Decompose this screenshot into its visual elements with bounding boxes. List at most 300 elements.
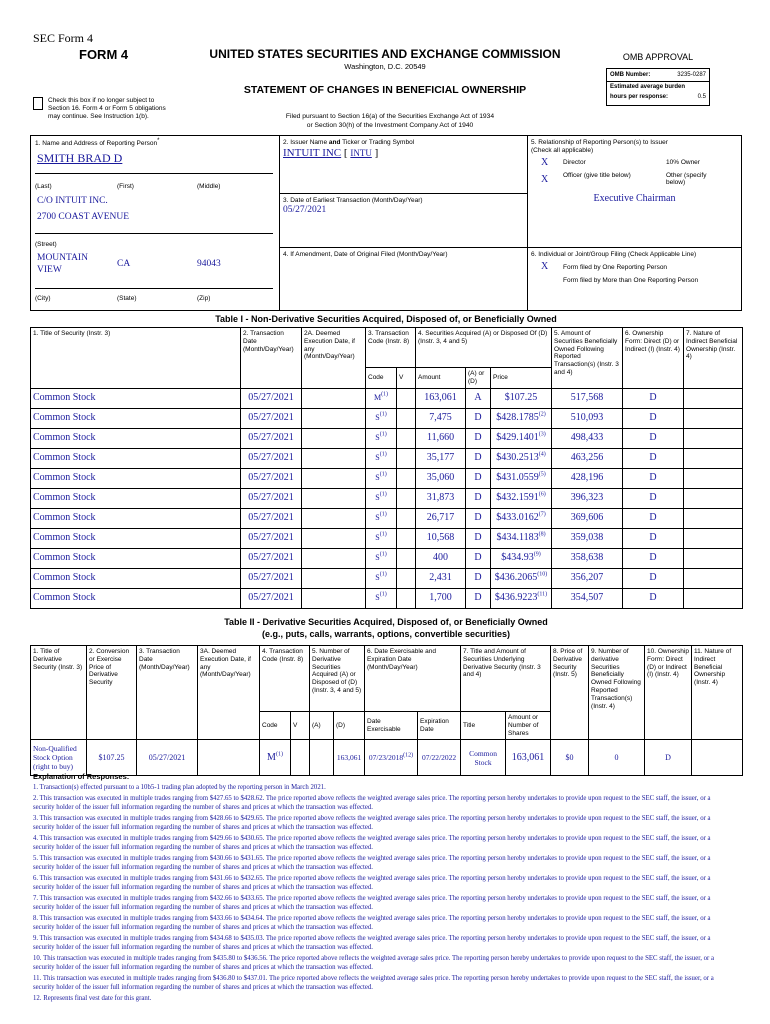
cell-nature <box>684 508 743 528</box>
state-label: (State) <box>117 295 137 302</box>
price-footnote[interactable]: (7) <box>538 511 546 518</box>
cell-amount: 10,568 <box>416 528 466 548</box>
price-footnote[interactable]: (6) <box>538 491 546 498</box>
omb-hours-label: hours per response: <box>610 94 669 100</box>
cell-owned: 517,568 <box>552 388 623 408</box>
code-value: S <box>375 453 380 463</box>
box1-label-text: 1. Name and Address of Reporting Person <box>35 140 158 147</box>
code-footnote[interactable]: (1) <box>379 531 387 538</box>
price-footnote[interactable]: (4) <box>538 451 546 458</box>
cell-date: 05/27/2021 <box>241 588 302 608</box>
cell-v <box>397 508 416 528</box>
t2-data-row <box>31 740 743 776</box>
city-label: (City) <box>35 295 51 302</box>
issuer-name[interactable]: INTUIT INC <box>283 147 342 159</box>
last-label: (Last) <box>35 183 52 190</box>
table-row <box>31 428 743 448</box>
officer-title: Executive Chairman <box>593 193 676 204</box>
cell-form: D <box>623 508 684 528</box>
cell-amount: 400 <box>416 548 466 568</box>
cell-nature <box>684 388 743 408</box>
address-line2: 2700 COAST AVENUE <box>37 212 130 222</box>
cell-v <box>397 548 416 568</box>
table1 <box>30 327 743 609</box>
t2-exercisable-header: Date Exercisable <box>365 712 418 740</box>
cell-deemed <box>302 408 366 428</box>
t2-deemed-date <box>198 740 260 776</box>
cell-code <box>366 508 397 528</box>
t2-code <box>260 740 291 776</box>
sec-form-label: SEC Form 4 <box>33 31 94 45</box>
cell-form: D <box>623 528 684 548</box>
t2-code-header: Code <box>260 712 291 740</box>
cell-date: 05/27/2021 <box>241 388 302 408</box>
cell-form: D <box>623 488 684 508</box>
price-footnote[interactable]: (5) <box>538 471 546 478</box>
cell-date: 05/27/2021 <box>241 468 302 488</box>
code-footnote[interactable]: (1) <box>379 591 387 598</box>
code-footnote[interactable]: (1) <box>381 391 389 398</box>
omb-number-label: OMB Number: <box>610 72 651 78</box>
cell-date: 05/27/2021 <box>241 448 302 468</box>
cell-title: Common Stock <box>31 528 241 548</box>
footnote-item: 1. Transaction(s) effected pursuant to a 10b5-1 trading plan adopted by the reporting person in March 2021. <box>33 784 326 791</box>
table-row <box>31 468 743 488</box>
cell-owned: 463,256 <box>552 448 623 468</box>
cell-amount: 7,475 <box>416 408 466 428</box>
t1-ad-header: (A) or (D) <box>466 368 491 389</box>
director-check[interactable]: X <box>541 157 549 168</box>
box2-label-and: and <box>328 139 341 146</box>
cell-price <box>491 428 552 448</box>
cell-ad: D <box>466 568 491 588</box>
t2-d: 163,061 <box>334 740 365 776</box>
t2-h4: 4. Transaction Code (Instr. 8) <box>260 646 310 712</box>
cell-title: Common Stock <box>31 588 241 608</box>
agency-location: Washington, D.C. 20549 <box>344 62 426 71</box>
officer-label: Officer (give title below) <box>563 172 631 179</box>
cell-v <box>397 568 416 588</box>
cell-owned: 510,093 <box>552 408 623 428</box>
cell-form: D <box>623 408 684 428</box>
cell-price <box>491 468 552 488</box>
footnote-item: 6. This transaction was executed in multiple trades ranging from $431.66 to $432.65. The price reported above reflects the weighted average sales price. The reporting person hereby undertakes to provide upon request to the SEC staff, the issuer, or a security holder of the issuer full information regarding the number of shares and prices at which the transaction was effected. <box>33 875 711 891</box>
street-label: (Street) <box>35 241 57 248</box>
omb-box <box>606 68 710 106</box>
t2-title: Non-Qualified Stock Option (right to buy) <box>31 740 87 776</box>
cell-date: 05/27/2021 <box>241 548 302 568</box>
cell-amount: 31,873 <box>416 488 466 508</box>
t2-owned: 0 <box>589 740 645 776</box>
t2-h1: 1. Title of Derivative Security (Instr. 3) <box>31 646 87 740</box>
t2-expiration-header: Expiration Date <box>418 712 461 740</box>
omb-approval-title: OMB APPROVAL <box>622 52 694 62</box>
table2-subtitle: (e.g., puts, calls, warrants, options, convertible securities) <box>261 628 511 639</box>
cell-date: 05/27/2021 <box>241 408 302 428</box>
box1-label <box>35 137 160 147</box>
cell-v <box>397 428 416 448</box>
cell-nature <box>684 408 743 428</box>
code-footnote[interactable]: (1) <box>379 511 387 518</box>
footnote-item: 11. This transaction was executed in multiple trades ranging from $436.80 to $437.01. The price reported above reflects the weighted average sales price. The reporting person hereby undertakes to provide upon request to the SEC staff, the issuer, or a security holder of the issuer full information regarding the number of shares and prices at which the transaction was effected. <box>33 975 714 991</box>
cell-v <box>397 528 416 548</box>
box3-label: 3. Date of Earliest Transaction (Month/Day/Year) <box>283 197 423 204</box>
cell-title: Common Stock <box>31 408 241 428</box>
code-value: S <box>375 433 380 443</box>
code-footnote[interactable]: (1) <box>379 551 387 558</box>
table-row <box>31 408 743 428</box>
issuer-name-line <box>283 147 378 159</box>
price-value: $431.0559 <box>496 472 539 484</box>
t2-exercisable-footnote[interactable]: (12) <box>403 752 414 759</box>
cell-owned: 354,507 <box>552 588 623 608</box>
box2-label-post: Ticker or Trading Symbol <box>340 139 415 146</box>
cell-date: 05/27/2021 <box>241 428 302 448</box>
agency-title: UNITED STATES SECURITIES AND EXCHANGE COMMISSION <box>209 47 561 61</box>
reporting-info-frame <box>30 135 742 311</box>
cell-nature <box>684 468 743 488</box>
cell-amount: 35,177 <box>416 448 466 468</box>
t2-v-header: V <box>291 712 310 740</box>
cell-owned: 498,433 <box>552 428 623 448</box>
t1-h2a: 2A. Deemed Execution Date, if any (Month/Day/Year) <box>302 328 366 389</box>
cell-price <box>491 388 552 408</box>
table2-title-block <box>30 617 742 640</box>
cell-v <box>397 388 416 408</box>
cell-v <box>397 488 416 508</box>
t1-v-header: V <box>397 368 416 389</box>
t1-h7: 7. Nature of Indirect Beneficial Ownership (Instr. 4) <box>684 328 743 389</box>
code-value: S <box>375 553 380 563</box>
code-value: S <box>375 513 380 523</box>
t2-h7: 7. Title and Amount of Securities Underlying Derivative Security (Instr. 3 and 4) <box>461 646 551 712</box>
cell-code <box>366 408 397 428</box>
cell-code <box>366 448 397 468</box>
footnote-item: 9. This transaction was executed in multiple trades ranging from $434.68 to $435.03. The price reported above reflects the weighted average sales price. The reporting person hereby undertakes to provide upon request to the SEC staff, the issuer, or a security holder of the issuer full information regarding the number of shares and prices at which the transaction was effected. <box>33 935 711 951</box>
t1-code-header: Code <box>366 368 397 389</box>
cell-form: D <box>623 448 684 468</box>
omb-number-value: 3235-0287 <box>677 72 706 78</box>
cell-price <box>491 568 552 588</box>
code-value: M <box>373 393 382 403</box>
cell-deemed <box>302 428 366 448</box>
code-value: S <box>375 593 380 603</box>
price-value: $434.93 <box>501 552 534 564</box>
cell-ad: D <box>466 508 491 528</box>
t2-underlying-amount: 163,061 <box>506 740 551 776</box>
price-value: $430.2513 <box>496 452 539 464</box>
t1-price-header: Price <box>491 368 552 389</box>
cell-v <box>397 588 416 608</box>
cell-amount: 11,660 <box>416 428 466 448</box>
box2-label <box>283 139 414 146</box>
cell-price <box>491 588 552 608</box>
cell-code <box>366 468 397 488</box>
code-footnote[interactable]: (1) <box>379 491 387 498</box>
cell-deemed <box>302 508 366 528</box>
cell-deemed <box>302 468 366 488</box>
first-label: (First) <box>117 183 134 190</box>
issuer-bracket-open: [ <box>343 147 348 159</box>
code-footnote[interactable]: (1) <box>379 451 387 458</box>
code-footnote[interactable]: (1) <box>379 471 387 478</box>
cell-amount: 1,700 <box>416 588 466 608</box>
cell-form: D <box>623 548 684 568</box>
cell-nature <box>684 548 743 568</box>
box5-label-line1: 5. Relationship of Reporting Person(s) to Issuer <box>531 139 668 146</box>
cell-code <box>366 588 397 608</box>
cell-form: D <box>623 468 684 488</box>
cell-title: Common Stock <box>31 428 241 448</box>
t1-h4: 4. Securities Acquired (A) or Disposed Of (D) (Instr. 3, 4 and 5) <box>416 328 552 368</box>
cell-nature <box>684 568 743 588</box>
table-row <box>31 588 743 608</box>
other-label: Other (specify below) <box>666 172 707 187</box>
cell-title: Common Stock <box>31 568 241 588</box>
cell-owned: 358,638 <box>552 548 623 568</box>
cell-deemed <box>302 588 366 608</box>
filed-pursuant <box>255 113 525 130</box>
price-footnote[interactable]: (3) <box>538 431 546 438</box>
cell-deemed <box>302 528 366 548</box>
price-value: $428.1785 <box>496 412 539 424</box>
t2-a-header: (A) <box>310 712 334 740</box>
cell-nature <box>684 428 743 448</box>
one-person-check[interactable]: X <box>541 261 549 272</box>
one-person-label: Form filed by One Reporting Person <box>563 264 668 271</box>
t2-a <box>310 740 334 776</box>
code-footnote[interactable]: (1) <box>379 411 387 418</box>
t2-h3: 3. Transaction Date (Month/Day/Year) <box>137 646 198 740</box>
t2-transaction-date: 05/27/2021 <box>137 740 198 776</box>
t1-h1: 1. Title of Security (Instr. 3) <box>31 328 241 389</box>
cell-owned: 359,038 <box>552 528 623 548</box>
price-footnote[interactable]: (8) <box>538 531 546 538</box>
more-person-label: Form filed by More than One Reporting Person <box>563 277 699 284</box>
price-footnote[interactable]: (11) <box>537 591 548 598</box>
t1-h2: 2. Transaction Date (Month/Day/Year) <box>241 328 302 389</box>
t2-price: $0 <box>551 740 589 776</box>
cell-price <box>491 408 552 428</box>
omb-hours-value: 0.5 <box>697 94 706 100</box>
table-row <box>31 548 743 568</box>
cell-v <box>397 468 416 488</box>
t2-nature <box>692 740 743 776</box>
cell-nature <box>684 488 743 508</box>
table-row <box>31 388 743 408</box>
price-value: $433.0162 <box>496 512 539 524</box>
cell-owned: 396,323 <box>552 488 623 508</box>
issuer-ticker[interactable]: INTU <box>350 148 372 158</box>
cell-ad: A <box>466 388 491 408</box>
cell-code <box>366 568 397 588</box>
table-row <box>31 448 743 468</box>
box1-label-sup: * <box>157 137 160 144</box>
explanation-title: Explanation of Responses: <box>33 772 130 781</box>
t2-amount-header: Amount or Number of Shares <box>506 712 551 740</box>
cell-title: Common Stock <box>31 548 241 568</box>
footnote-item: 4. This transaction was executed in multiple trades ranging from $429.66 to $430.65. The price reported above reflects the weighted average sales price. The reporting person hereby undertakes to provide upon request to the SEC staff, the issuer, or a security holder of the issuer full information regarding the number of shares and prices at which the transaction was effected. <box>33 835 711 851</box>
price-value: $436.9223 <box>494 592 538 604</box>
t2-h3a: 3A. Deemed Execution Date, if any (Month/Day/Year) <box>198 646 260 740</box>
footnote-item: 3. This transaction was executed in multiple trades ranging from $428.66 to $429.65. The price reported above reflects the weighted average sales price. The reporting person hereby undertakes to provide upon request to the SEC staff, the issuer, or a security holder of the issuer full information regarding the number of shares and prices at which the transaction was effected. <box>33 815 711 831</box>
cell-ad: D <box>466 408 491 428</box>
middle-label: (Middle) <box>197 183 221 190</box>
footnote-item: 5. This transaction was executed in multiple trades ranging from $430.66 to $431.65. The price reported above reflects the weighted average sales price. The reporting person hereby undertakes to provide upon request to the SEC staff, the issuer, or a security holder of the issuer full information regarding the number of shares and prices at which the transaction was effected. <box>33 855 711 871</box>
t2-h5: 5. Number of Derivative Securities Acquired (A) or Disposed of (D) (Instr. 3, 4 and 5) <box>310 646 365 712</box>
t2-title-header: Title <box>461 712 506 740</box>
cell-title: Common Stock <box>31 508 241 528</box>
cell-code <box>366 388 397 408</box>
checkbox-label: Check this box if no longer subject to Section 16. Form 4 or Form 5 obligations may continue. See Instruction 1(b). <box>48 97 166 120</box>
cell-date: 05/27/2021 <box>241 528 302 548</box>
form-title: FORM 4 <box>79 47 129 62</box>
table2-title: Table II - Derivative Securities Acquired, Disposed of, or Beneficially Owned <box>224 617 548 627</box>
cell-amount: 35,060 <box>416 468 466 488</box>
t2-h11: 11. Nature of Indirect Beneficial Ownership (Instr. 4) <box>692 646 743 740</box>
cell-title: Common Stock <box>31 488 241 508</box>
state-value: CA <box>117 259 131 269</box>
cell-price <box>491 548 552 568</box>
t2-exercisable-value: 07/23/2018 <box>368 753 404 763</box>
cell-owned: 428,196 <box>552 468 623 488</box>
cell-amount: 26,717 <box>416 508 466 528</box>
t2-d-header: (D) <box>334 712 365 740</box>
price-footnote[interactable]: (9) <box>533 551 541 558</box>
code-value: S <box>375 533 380 543</box>
cell-ad: D <box>466 468 491 488</box>
issuer-bracket-close: ] <box>374 147 379 159</box>
cell-ad: D <box>466 428 491 448</box>
cell-amount: 163,061 <box>416 388 466 408</box>
footnote-item: 12. Represents final vest date for this grant. <box>33 995 152 1003</box>
price-value: $432.1591 <box>496 492 539 504</box>
code-footnote[interactable]: (1) <box>379 431 387 438</box>
t2-underlying-title: Common Stock <box>461 740 506 776</box>
price-value: $429.1401 <box>496 432 539 444</box>
cell-amount: 2,431 <box>416 568 466 588</box>
table-row <box>31 568 743 588</box>
zip-label: (Zip) <box>197 295 211 302</box>
code-footnote[interactable]: (1) <box>379 571 387 578</box>
omb-burden-label: Estimated average burden <box>610 84 686 90</box>
zip-value: 94043 <box>197 259 221 269</box>
cell-price <box>491 508 552 528</box>
t2-code-footnote[interactable]: (1) <box>275 751 283 758</box>
cell-ad: D <box>466 548 491 568</box>
officer-check[interactable]: X <box>541 174 549 185</box>
cell-title: Common Stock <box>31 448 241 468</box>
no-longer-subject-checkbox[interactable] <box>33 97 43 110</box>
t2-code-value: M <box>267 751 276 763</box>
cell-deemed <box>302 548 366 568</box>
cell-deemed <box>302 388 366 408</box>
t2-exercisable <box>365 740 418 776</box>
t2-conversion-price: $107.25 <box>87 740 137 776</box>
cell-deemed <box>302 488 366 508</box>
reporting-person-name[interactable]: SMITH BRAD D <box>37 151 123 165</box>
cell-ad: D <box>466 528 491 548</box>
cell-v <box>397 448 416 468</box>
cell-nature <box>684 588 743 608</box>
t2-expiration: 07/22/2022 <box>418 740 461 776</box>
price-footnote[interactable]: (2) <box>538 411 546 418</box>
cell-owned: 356,207 <box>552 568 623 588</box>
cell-deemed <box>302 448 366 468</box>
cell-code <box>366 528 397 548</box>
footnotes-list <box>33 784 733 1007</box>
cell-code <box>366 548 397 568</box>
address-line1: C/O INTUIT INC. <box>37 196 108 206</box>
footnote-item: 2. This transaction was executed in multiple trades ranging from $427.65 to $428.62. The price reported above reflects the weighted average sales price. The reporting person hereby undertakes to provide upon request to the SEC staff, the issuer, or a security holder of the issuer full information regarding the number of shares and prices at which the transaction was effected. <box>33 795 711 811</box>
cell-date: 05/27/2021 <box>241 568 302 588</box>
cell-nature <box>684 448 743 468</box>
cell-form: D <box>623 388 684 408</box>
cell-price <box>491 448 552 468</box>
box5-label-line2: (Check all applicable) <box>531 147 594 155</box>
cell-nature <box>684 528 743 548</box>
code-value: S <box>375 573 380 583</box>
table-row <box>31 528 743 548</box>
t1-h6: 6. Ownership Form: Direct (D) or Indirect (I) (Instr. 4) <box>623 328 684 389</box>
box2-label-pre: 2. Issuer Name <box>283 139 329 146</box>
cell-form: D <box>623 588 684 608</box>
cell-code <box>366 428 397 448</box>
cell-code <box>366 488 397 508</box>
price-value: $434.1183 <box>496 532 539 544</box>
ten-pct-owner-label: 10% Owner <box>666 159 700 166</box>
box6-label: 6. Individual or Joint/Group Filing (Check Applicable Line) <box>531 251 697 258</box>
filed-pursuant-line1: Filed pursuant to Section 16(a) of the Securities Exchange Act of 1934 <box>285 113 495 120</box>
director-label: Director <box>563 159 586 166</box>
t1-h5: 5. Amount of Securities Beneficially Owned Following Reported Transaction(s) (Instr. 3 and 4) <box>552 328 623 389</box>
t2-h10: 10. Ownership Form: Direct (D) or Indirect (I) (Instr. 4) <box>645 646 692 740</box>
t1-amount-header: Amount <box>416 368 466 389</box>
footnote-item: 10. This transaction was executed in multiple trades ranging from $435.80 to $436.56. The price reported above reflects the weighted average sales price. The reporting person hereby undertakes to provide upon request to the SEC staff, the issuer, or a security holder of the issuer full information regarding the number of shares and prices at which the transaction was effected. <box>33 955 714 971</box>
cell-price <box>491 488 552 508</box>
filed-pursuant-line2: or Section 30(h) of the Investment Company Act of 1940 <box>306 121 474 129</box>
cell-date: 05/27/2021 <box>241 488 302 508</box>
price-value: $107.25 <box>504 392 538 404</box>
table2 <box>30 645 743 776</box>
code-value: S <box>375 473 380 483</box>
cell-ad: D <box>466 588 491 608</box>
cell-form: D <box>623 428 684 448</box>
price-footnote[interactable]: (10) <box>537 571 548 578</box>
cell-title: Common Stock <box>31 388 241 408</box>
statement-title: STATEMENT OF CHANGES IN BENEFICIAL OWNERSHIP <box>243 84 527 96</box>
box5-label <box>531 139 668 155</box>
table1-title: Table I - Non-Derivative Securities Acquired, Disposed of, or Beneficially Owned <box>215 314 557 324</box>
footnote-item: 7. This transaction was executed in multiple trades ranging from $432.66 to $433.65. The price reported above reflects the weighted average sales price. The reporting person hereby undertakes to provide upon request to the SEC staff, the issuer, or a security holder of the issuer full information regarding the number of shares and prices at which the transaction was effected. <box>33 895 711 911</box>
t1-h3: 3. Transaction Code (Instr. 8) <box>366 328 416 368</box>
t2-h2: 2. Conversion or Exercise Price of Derivative Security <box>87 646 137 740</box>
t2-h6: 6. Date Exercisable and Expiration Date (Month/Day/Year) <box>365 646 461 712</box>
cell-form: D <box>623 568 684 588</box>
table-row <box>31 488 743 508</box>
t2-h9: 9. Number of derivative Securities Beneficially Owned Following Reported Transaction(s) (Instr. 4) <box>589 646 645 740</box>
cell-date: 05/27/2021 <box>241 508 302 528</box>
price-value: $436.2065 <box>494 572 538 584</box>
t2-form: D <box>645 740 692 776</box>
cell-v <box>397 408 416 428</box>
cell-ad: D <box>466 488 491 508</box>
cell-ad: D <box>466 448 491 468</box>
city-value: MOUNTAIN VIEW <box>37 253 88 275</box>
table1-body <box>31 388 743 608</box>
code-value: S <box>375 413 380 423</box>
earliest-transaction-date: 05/27/2021 <box>283 205 327 215</box>
